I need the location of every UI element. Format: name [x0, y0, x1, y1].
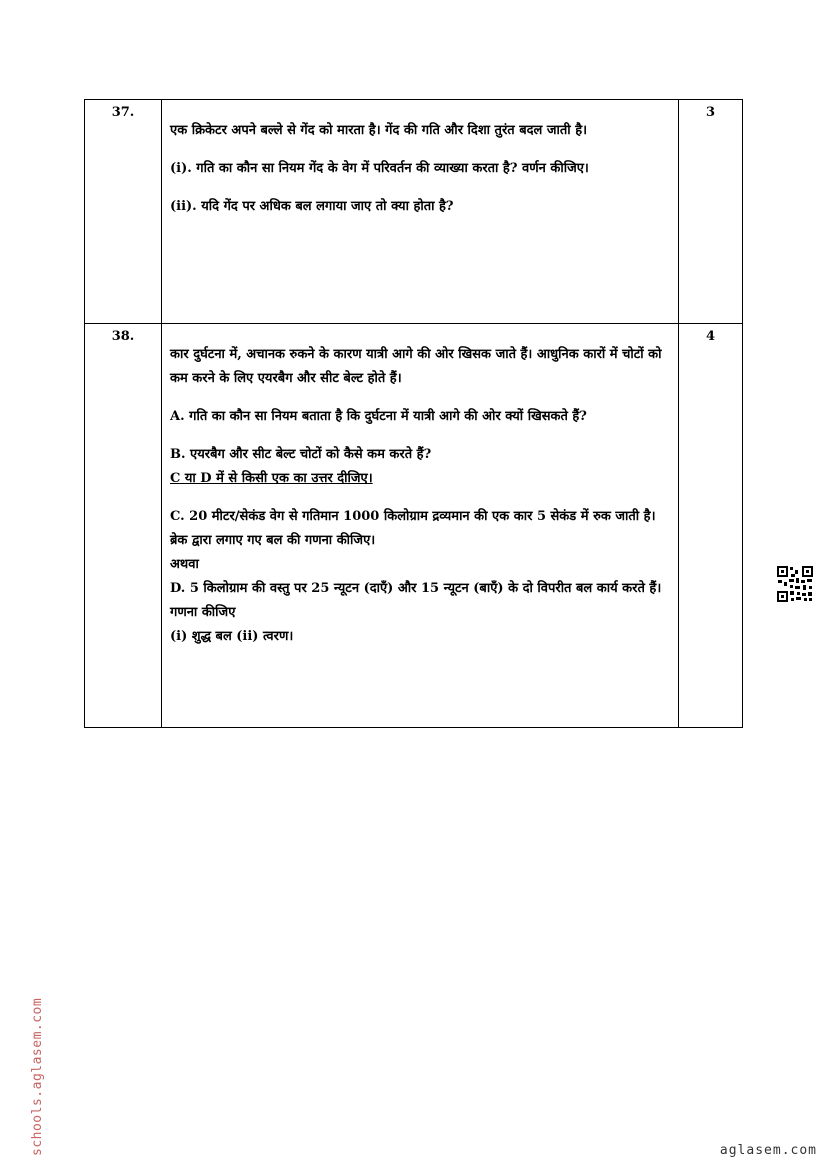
- question-marks: 4: [679, 324, 743, 728]
- question-part-d: D. 5 किलोग्राम की वस्तु पर 25 न्यूटन (दाएँ) और 15 न्यूटन (बाएँ) के दो विपरीत बल कार्य करते हैं। गणना कीजिए: [170, 581, 662, 620]
- side-watermark: schools.aglasem.com: [30, 997, 45, 1156]
- question-part: (ii). यदि गेंद पर अधिक बल लगाया जाए तो क्या होता है?: [170, 199, 454, 214]
- question-row-37: [85, 100, 743, 324]
- question-table: [84, 99, 743, 728]
- question-part: (i). गति का कौन सा नियम गेंद के वेग में परिवर्तन की व्याख्या करता है? वर्णन कीजिए।: [170, 161, 589, 176]
- question-marks: 3: [679, 100, 743, 324]
- question-part-d-sub: (i) शुद्ध बल (ii) त्वरण।: [170, 629, 294, 644]
- question-row-38: [85, 324, 743, 728]
- question-part-a: A. गति का कौन सा नियम बताता है कि दुर्घटना में यात्री आगे की ओर क्यों खिसकते हैं?: [170, 409, 587, 424]
- question-stem: कार दुर्घटना में, अचानक रुकने के कारण यात्री आगे की ओर खिसक जाते हैं। आधुनिक कारों में चोटों को कम करने के लिए एयरबैग और सीट बेल्ट होते हैं।: [170, 347, 662, 386]
- question-part-c: C. 20 मीटर/सेकंड वेग से गतिमान 1000 किलोग्राम द्रव्यमान की एक कार 5 सेकंड में रुक जाती है। ब्रेक द्वारा लगाए गए बल की गणना कीजिए।: [170, 509, 656, 548]
- bottom-watermark: aglasem.com: [719, 1143, 817, 1158]
- question-number: 38.: [85, 324, 162, 728]
- question-body: [162, 324, 679, 728]
- question-part-b: B. एयरबैग और सीट बेल्ट चोटों को कैसे कम करते हैं?: [170, 447, 432, 462]
- or-label: अथवा: [170, 557, 199, 572]
- question-stem: एक क्रिकेटर अपने बल्ले से गेंद को मारता है। गेंद की गति और दिशा तुरंत बदल जाती है।: [170, 123, 588, 138]
- qr-code-icon: [776, 565, 814, 603]
- choice-instruction: C या D में से किसी एक का उत्तर दीजिए।: [170, 471, 373, 486]
- question-number: 37.: [85, 100, 162, 324]
- question-body: [162, 100, 679, 324]
